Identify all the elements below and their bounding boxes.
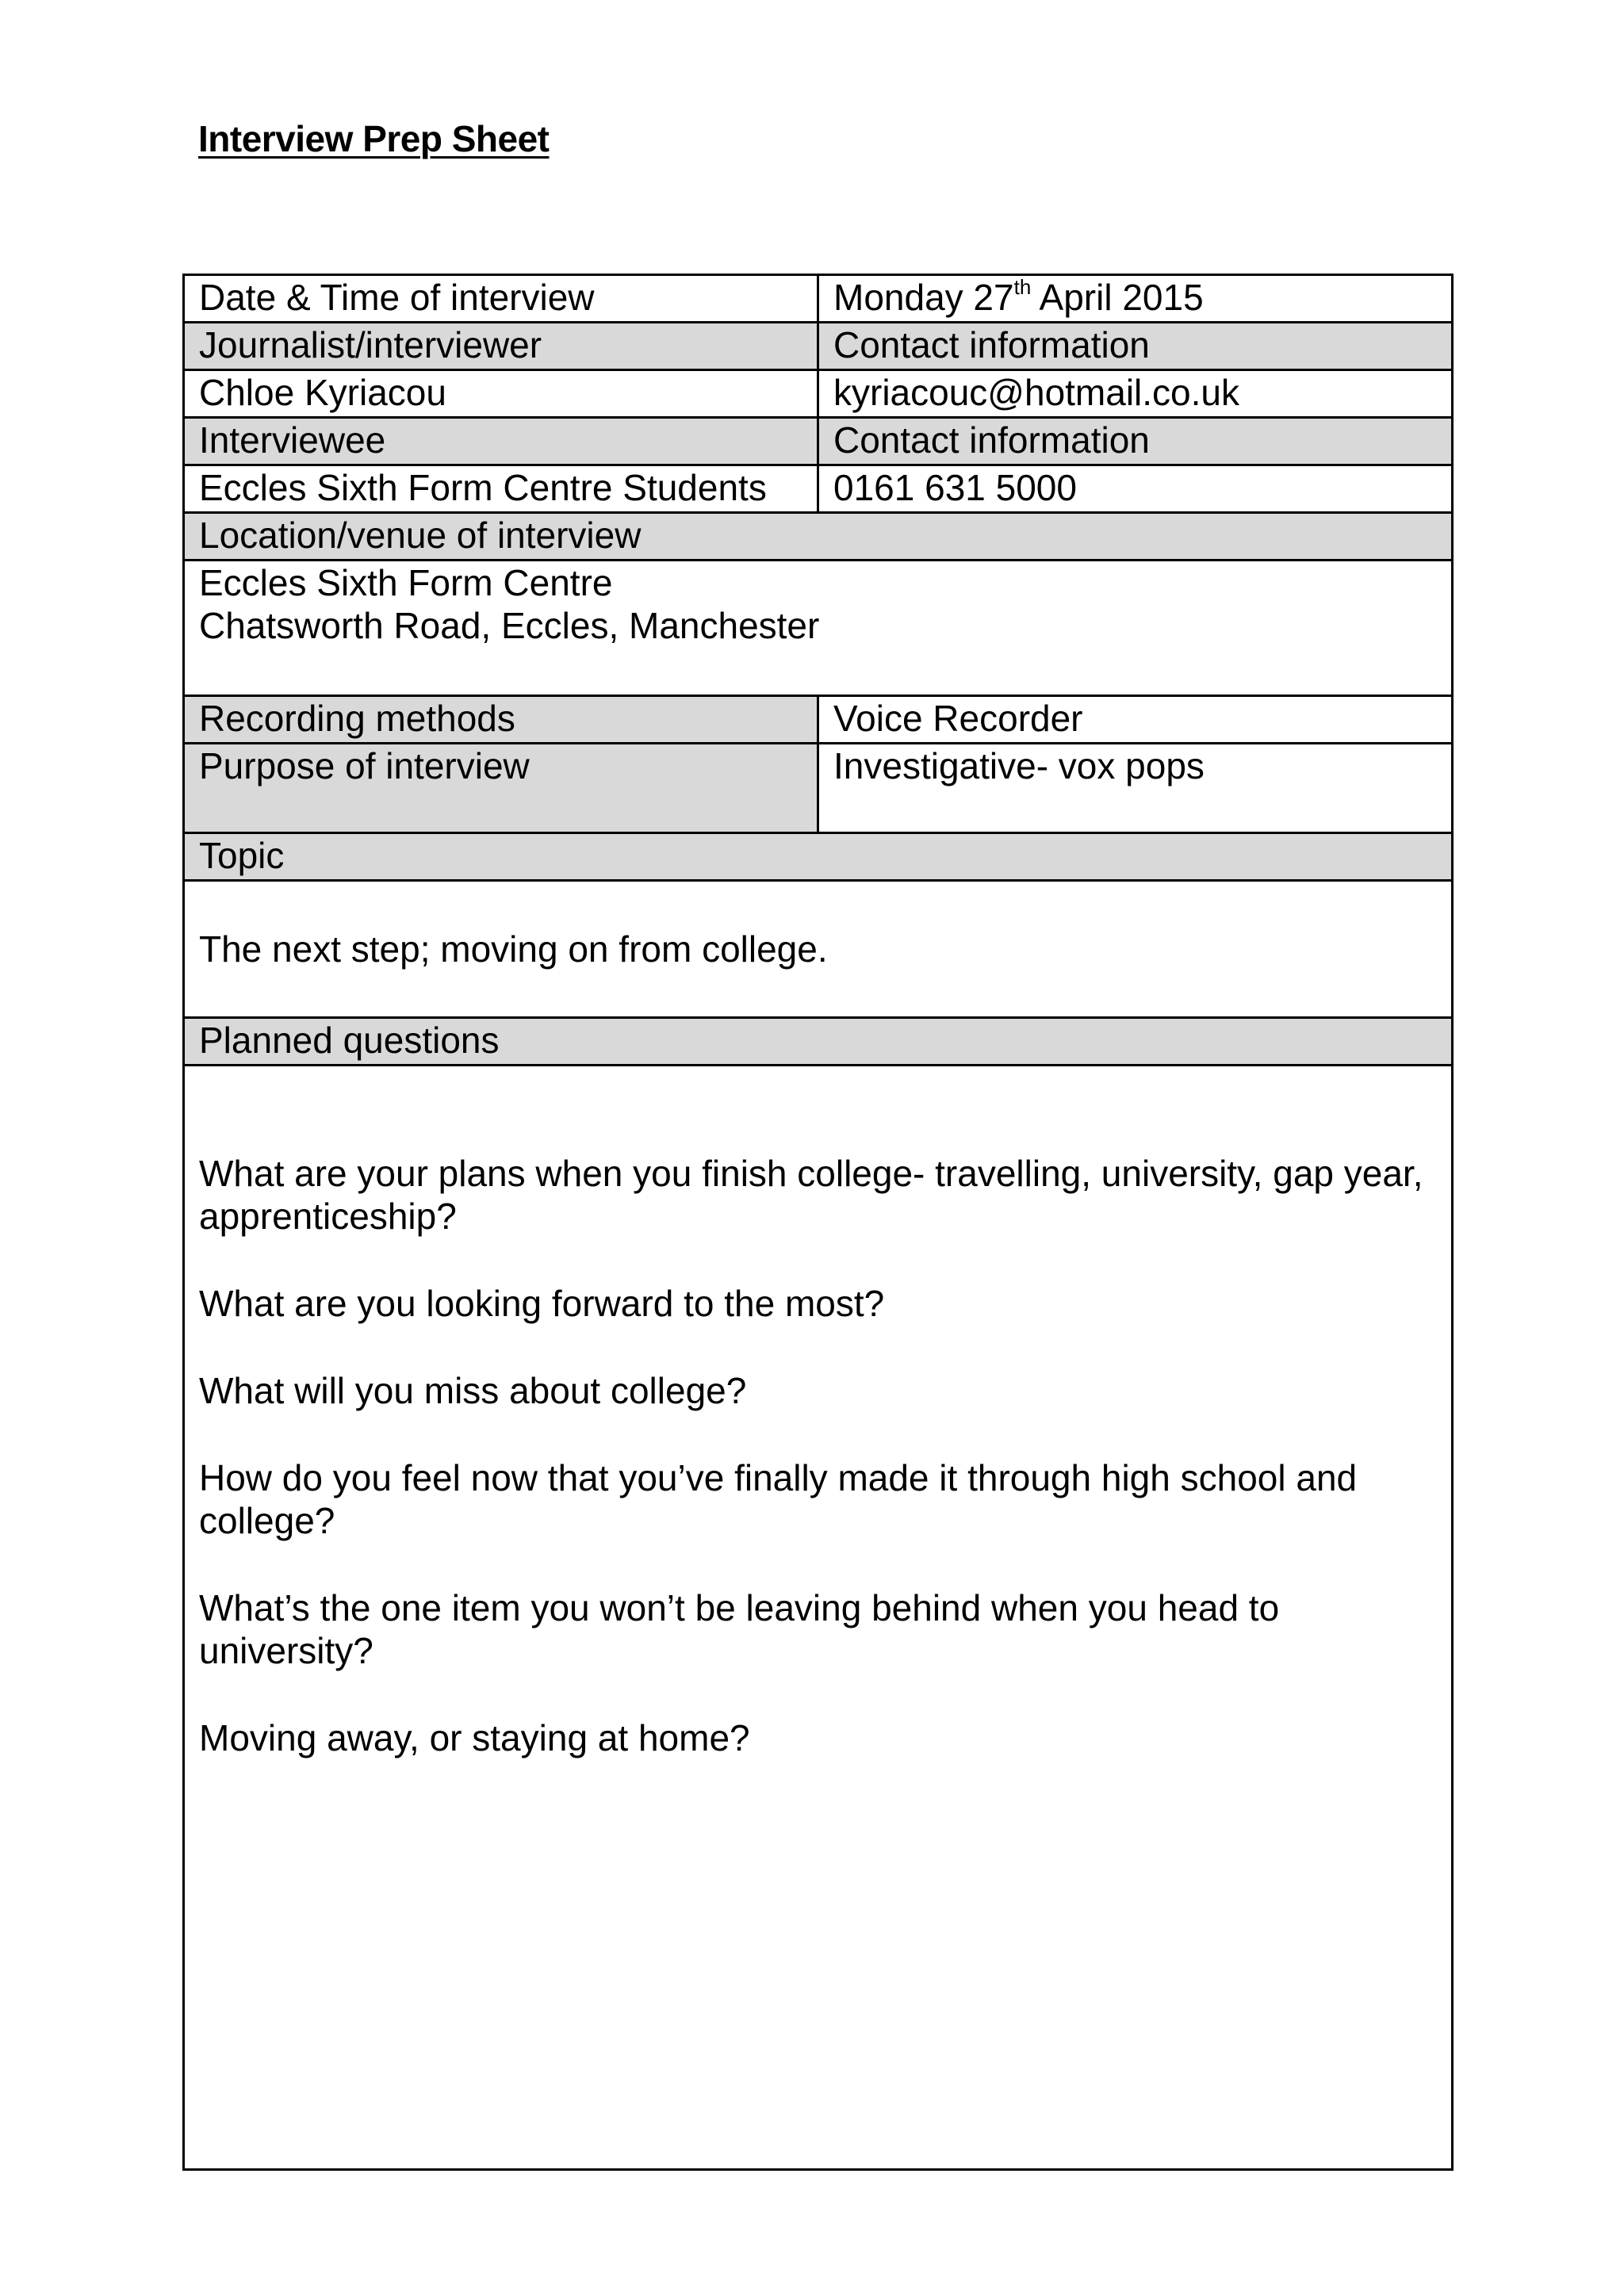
location-line-2: Chatsworth Road, Eccles, Manchester bbox=[199, 605, 820, 646]
date-time-ordinal: th bbox=[1013, 274, 1032, 299]
question-item: What are you looking forward to the most? bbox=[199, 1283, 885, 1324]
questions-label: Planned questions bbox=[184, 1018, 1453, 1066]
table-row-questions-header bbox=[184, 1018, 1453, 1066]
table-row-date-time bbox=[184, 275, 1453, 323]
date-time-value bbox=[818, 275, 1453, 323]
purpose-value: Investigative- vox pops bbox=[818, 744, 1453, 833]
table-row-topic bbox=[184, 881, 1453, 1018]
recording-value: Voice Recorder bbox=[818, 696, 1453, 744]
table-row-purpose bbox=[184, 744, 1453, 833]
location-value bbox=[184, 561, 1453, 696]
table-row-interviewee-header bbox=[184, 418, 1453, 465]
interviewee-contact: 0161 631 5000 bbox=[818, 465, 1453, 513]
interview-prep-table bbox=[182, 274, 1454, 2171]
journalist-label: Journalist/interviewer bbox=[184, 323, 818, 370]
question-item: What are your plans when you finish college- travelling, university, gap year, apprenticeship? bbox=[199, 1153, 1423, 1237]
table-row-location-header bbox=[184, 513, 1453, 561]
questions-cell bbox=[184, 1066, 1453, 2170]
journalist-contact-label: Contact information bbox=[818, 323, 1453, 370]
table-row-location bbox=[184, 561, 1453, 696]
question-item: What’s the one item you won’t be leaving behind when you head to university? bbox=[199, 1587, 1280, 1671]
interviewee-name: Eccles Sixth Form Centre Students bbox=[184, 465, 818, 513]
journalist-name: Chloe Kyriacou bbox=[184, 370, 818, 418]
location-line-1: Eccles Sixth Form Centre bbox=[199, 562, 613, 603]
topic-label: Topic bbox=[184, 833, 1453, 881]
journalist-contact: kyriacouc@hotmail.co.uk bbox=[818, 370, 1453, 418]
question-item: Moving away, or staying at home? bbox=[199, 1717, 750, 1758]
topic-value: The next step; moving on from college. bbox=[184, 881, 1453, 1018]
question-item: What will you miss about college? bbox=[199, 1370, 747, 1411]
questions-list bbox=[199, 1066, 1437, 1759]
recording-label: Recording methods bbox=[184, 696, 818, 744]
location-label: Location/venue of interview bbox=[184, 513, 1453, 561]
page-title: Interview Prep Sheet bbox=[198, 118, 550, 159]
date-time-value-day: Monday 27 bbox=[833, 277, 1014, 318]
table-row-interviewee bbox=[184, 465, 1453, 513]
interviewee-label: Interviewee bbox=[184, 418, 818, 465]
table-row-recording bbox=[184, 696, 1453, 744]
date-time-value-month-year: April 2015 bbox=[1031, 277, 1204, 318]
table-row-questions bbox=[184, 1066, 1453, 2170]
question-item: How do you feel now that you’ve finally made it through high school and college? bbox=[199, 1457, 1358, 1541]
table-row-journalist bbox=[184, 370, 1453, 418]
interviewee-contact-label: Contact information bbox=[818, 418, 1453, 465]
table-row-topic-header bbox=[184, 833, 1453, 881]
date-time-label: Date & Time of interview bbox=[184, 275, 818, 323]
table-row-journalist-header bbox=[184, 323, 1453, 370]
purpose-label: Purpose of interview bbox=[184, 744, 818, 833]
